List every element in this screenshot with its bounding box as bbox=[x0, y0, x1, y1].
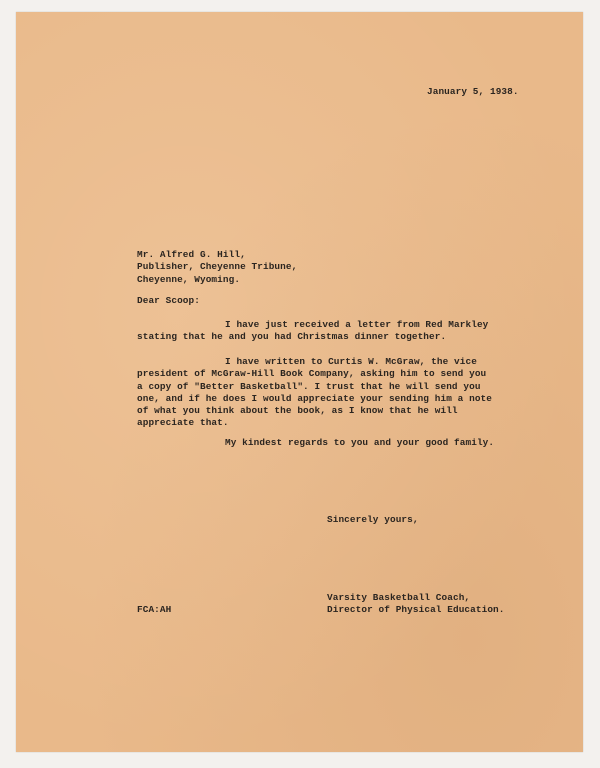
recipient-address bbox=[137, 249, 297, 286]
signature-title: Director of Physical Education. bbox=[327, 604, 505, 616]
complimentary-close: Sincerely yours, bbox=[327, 514, 419, 525]
salutation: Dear Scoop: bbox=[137, 295, 200, 306]
address-line: Publisher, Cheyenne Tribune, bbox=[137, 261, 298, 273]
paragraph-line: My kindest regards to you and your good family. bbox=[225, 437, 495, 448]
address-line: Mr. Alfred G. Hill, bbox=[137, 249, 246, 260]
paragraph-line: a copy of "Better Basketball". I trust that he will send you bbox=[137, 380, 481, 392]
letter-date: January 5, 1938. bbox=[427, 86, 519, 97]
paragraph-line: of what you think about the book, as I know that he will bbox=[137, 405, 458, 417]
paragraph-3 bbox=[137, 437, 494, 449]
reference-initials: FCA:AH bbox=[137, 604, 172, 615]
signature-title: Varsity Basketball Coach, bbox=[327, 592, 471, 603]
signature-block bbox=[327, 592, 505, 617]
paragraph-line: appreciate that. bbox=[137, 417, 229, 429]
paragraph-line: stating that he and you had Christmas dinner together. bbox=[137, 331, 447, 343]
paragraph-line: one, and if he does I would appreciate your sending him a note bbox=[137, 392, 493, 404]
letter-page bbox=[16, 12, 583, 752]
address-line: Cheyenne, Wyoming. bbox=[137, 273, 241, 285]
paragraph-line: I have written to Curtis W. McGraw, the vice bbox=[225, 356, 477, 367]
paragraph-line: I have just received a letter from Red Markley bbox=[225, 319, 489, 330]
paragraph-2 bbox=[137, 356, 492, 430]
paragraph-line: president of McGraw-Hill Book Company, asking him to send you bbox=[137, 368, 487, 380]
paragraph-1 bbox=[137, 319, 488, 344]
